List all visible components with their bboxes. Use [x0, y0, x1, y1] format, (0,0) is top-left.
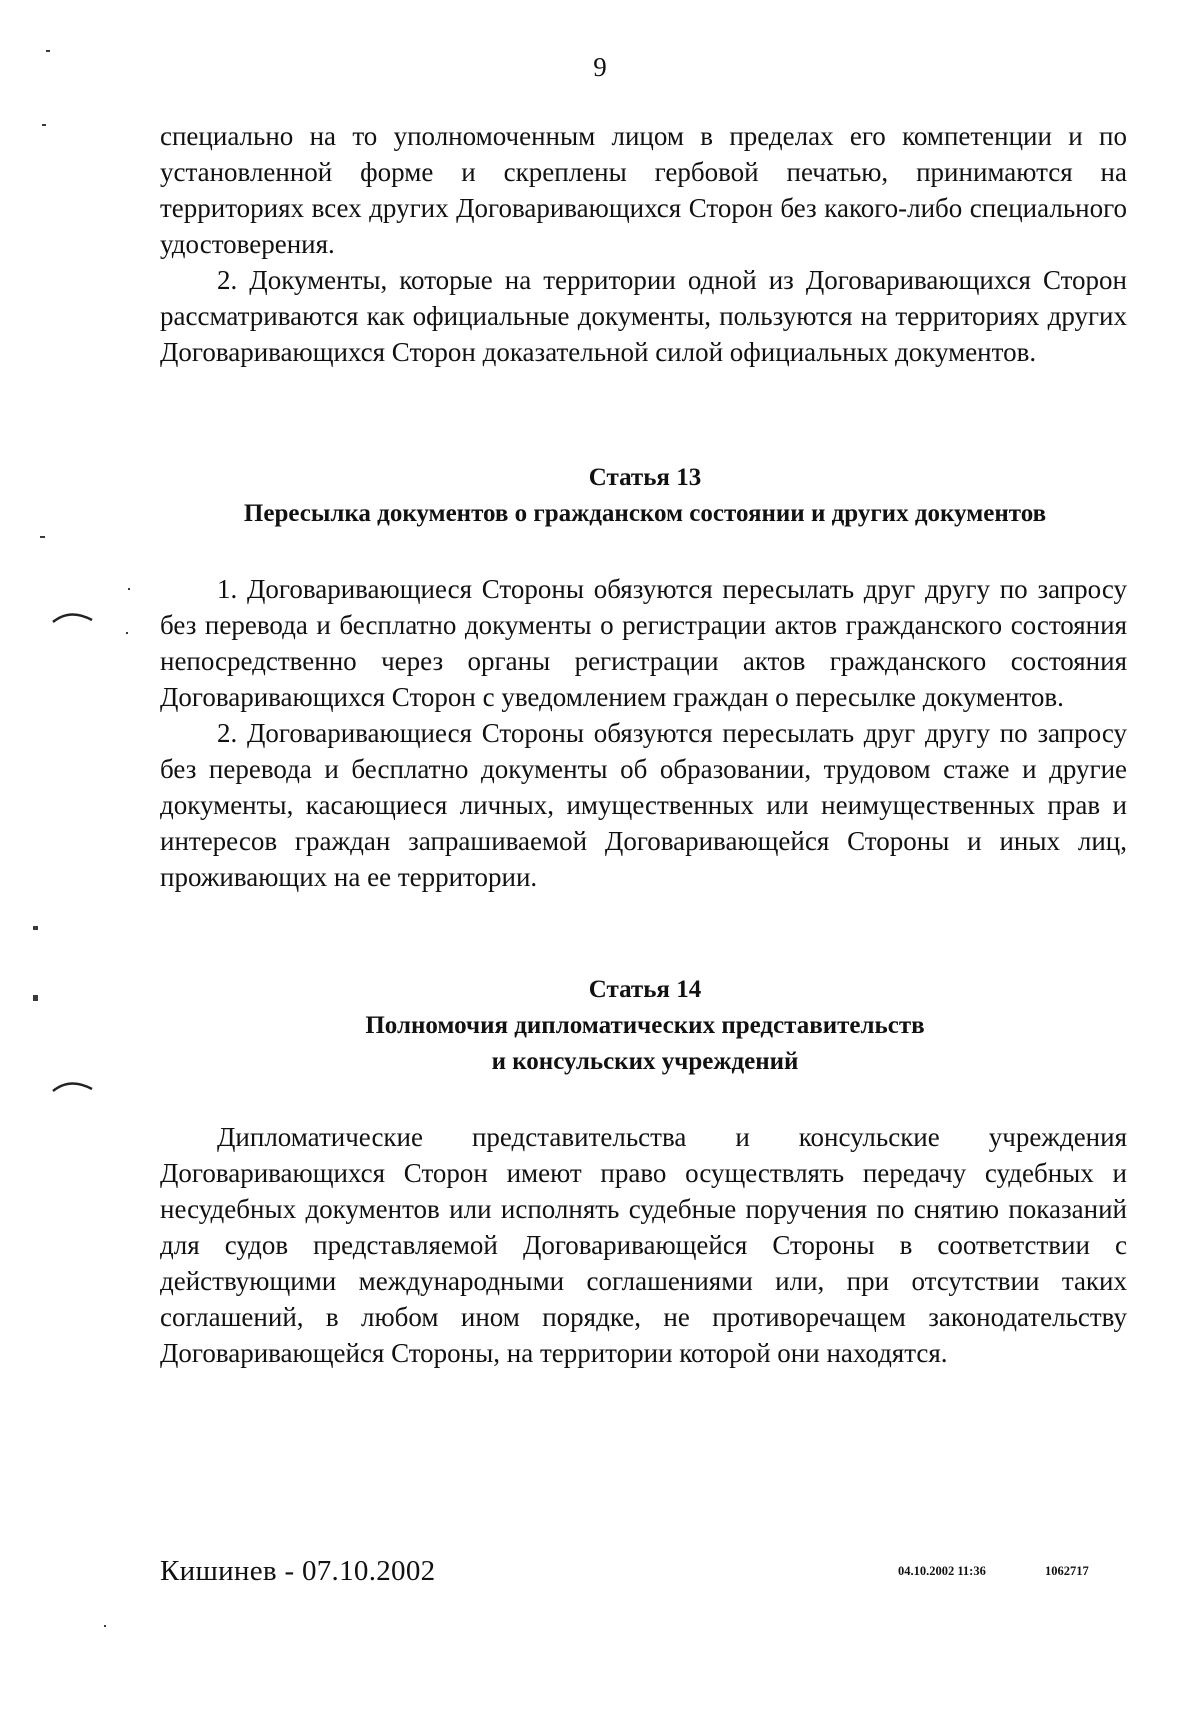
paragraph: 2. Договаривающиеся Стороны обязуются пересылать друг другу по запросу без перевода и бесплатно документы об образовании, трудовом стаже и другие документы, касающиеся личных, имущественных или неимущественных прав и интересов граждан запрашиваемой Договаривающейся Стороны и иных лиц, проживающих на ее территории. — [160, 718, 1127, 892]
article-title-line-1: Полномочия дипломатических представительств — [365, 1012, 925, 1039]
scan-speck — [126, 632, 128, 634]
scan-speck — [128, 588, 130, 590]
scan-speck — [33, 995, 38, 1001]
footer-timestamp: 04.10.2002 11:36 — [898, 1564, 986, 1578]
article-title: Пересылка документов о гражданском состоянии и других документов — [243, 500, 1047, 527]
article-number: Статья 13 — [588, 464, 702, 491]
footer-document-code: 1062717 — [1045, 1564, 1089, 1578]
page-number: 9 — [593, 52, 607, 82]
paragraph: специально на то уполномоченным лицом в пределах его компетенции и по установленной форме и скреплены гербовой печатью, принимаются на территориях всех других Договаривающихся Сторон без какого-либо специального удостоверения. — [160, 121, 1127, 259]
article-13-heading — [130, 460, 1160, 532]
scan-speck — [42, 124, 46, 126]
section-top-body — [160, 118, 1127, 370]
article-14-body — [160, 1119, 1127, 1371]
paragraph: Дипломатические представительства и консульские учреждения Договаривающихся Сторон имеют право осуществлять передачу судебных и несудебных документов или исполнять судебные поручения по снятию показаний для судов представляемой Договаривающейся Стороны в соответствии с действующими международными соглашениями или, при отсутствии таких соглашений, в любом ином порядке, не противоречащем законодательству Договаривающейся Стороны, на территории которой они находятся. — [160, 1122, 1127, 1368]
article-number: Статья 14 — [588, 976, 702, 1003]
scan-speck — [40, 536, 45, 538]
scan-arc-mark — [50, 606, 96, 626]
scan-speck — [104, 1625, 106, 1627]
paragraph: 1. Договаривающиеся Стороны обязуются пересылать друг другу по запросу без перевода и бесплатно документы о регистрации актов гражданского состояния непосредственно через органы регистрации актов гражданского состояния Договаривающихся Сторон с уведомлением граждан о пересылке документов. — [160, 574, 1127, 712]
scan-arc-mark — [50, 1075, 96, 1095]
footer-city-date: Кишинев - 07.10.2002 — [160, 1555, 436, 1587]
article-title-line-2: и консульских учреждений — [491, 1048, 799, 1075]
paragraph: 2. Документы, которые на территории одной из Договаривающихся Сторон рассматриваются как официальные документы, пользуются на территориях других Договаривающихся Сторон доказательной силой официальных документов. — [160, 265, 1127, 367]
scan-speck — [33, 926, 38, 930]
article-13-body — [160, 571, 1127, 895]
article-14-heading — [130, 972, 1160, 1080]
scan-speck — [46, 50, 50, 52]
